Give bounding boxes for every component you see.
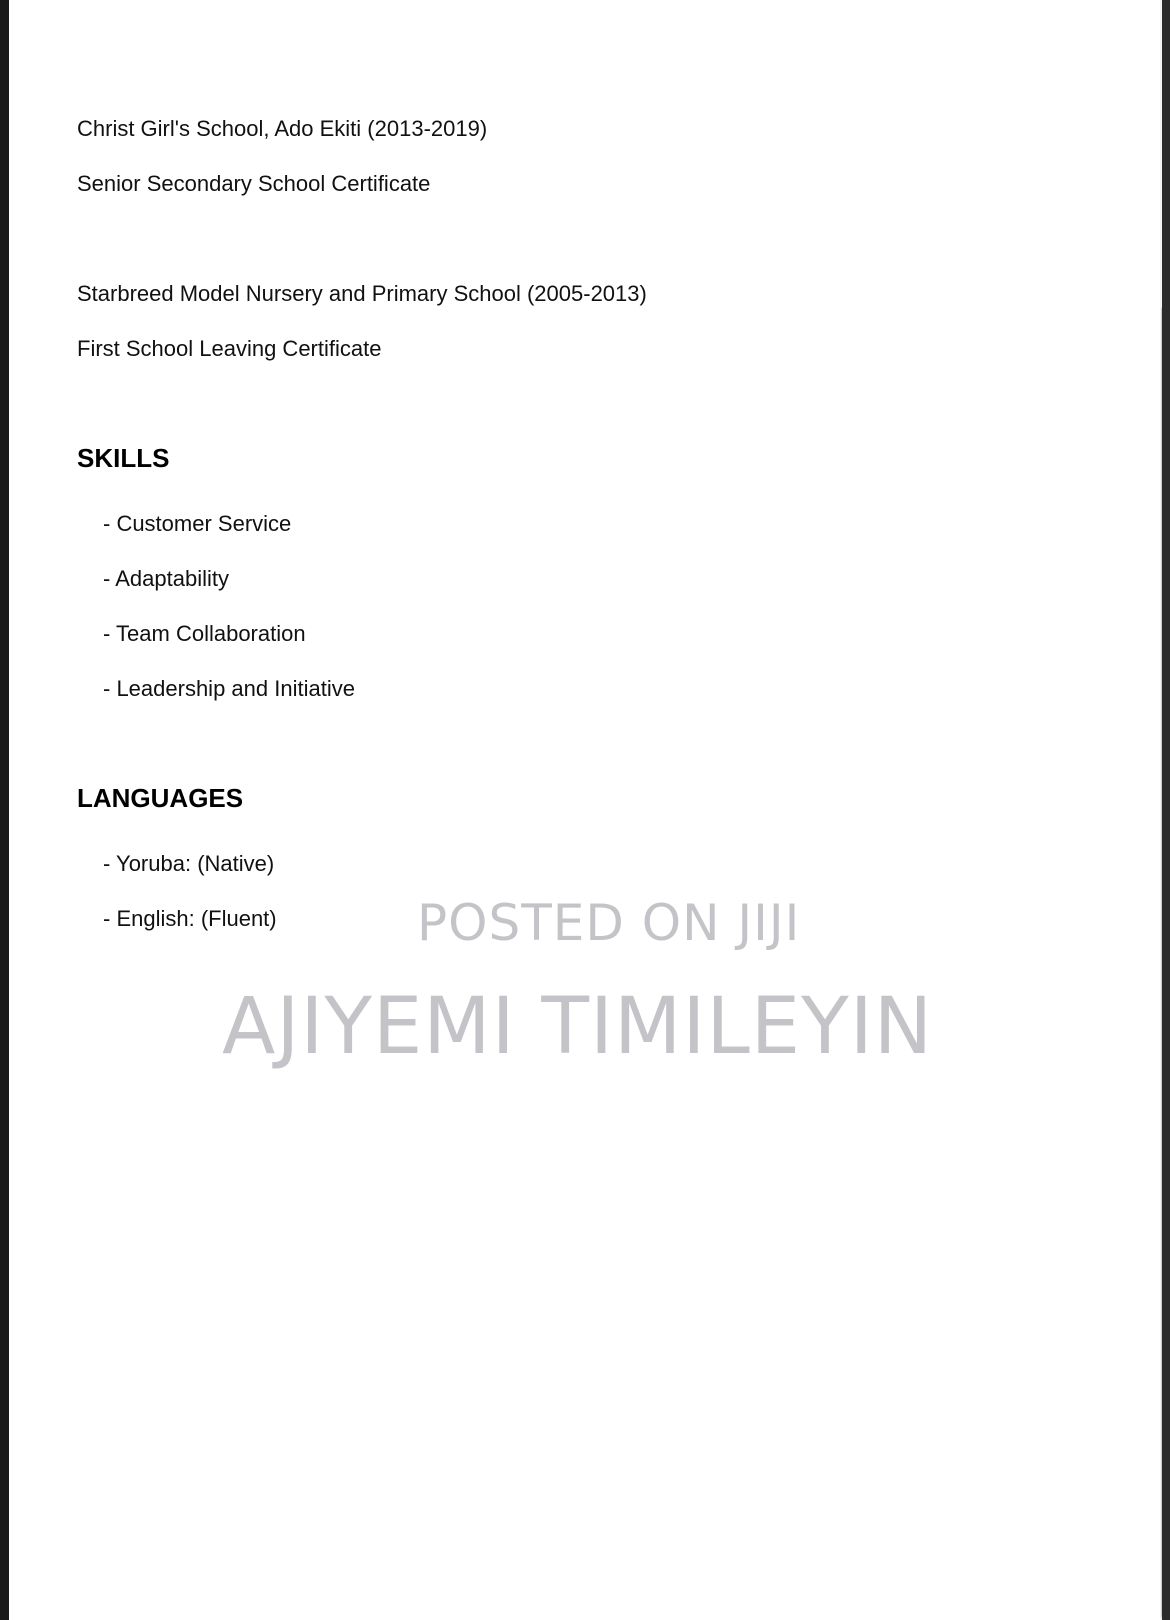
education-certificate-2: First School Leaving Certificate <box>77 336 382 361</box>
watermark-posted-on: POSTED ON JIJI <box>417 894 801 952</box>
education-school-2: Starbreed Model Nursery and Primary School (2005-2013) <box>77 281 647 306</box>
education-school-1: Christ Girl's School, Ado Ekiti (2013-2019) <box>77 116 488 141</box>
window-edge <box>1162 0 1170 1620</box>
watermark-name: AJIYEMI TIMILEYIN <box>222 982 934 1072</box>
skills-heading: SKILLS <box>77 443 170 473</box>
skills-list <box>103 513 355 733</box>
education-certificate-1: Senior Secondary School Certificate <box>77 171 431 196</box>
skill-item: - Leadership and Initiative <box>103 676 355 701</box>
skill-item: - Team Collaboration <box>103 621 306 646</box>
language-item: - English: (Fluent) <box>103 906 277 931</box>
document-page <box>9 0 1162 1620</box>
skill-item: - Customer Service <box>103 511 292 536</box>
languages-heading: LANGUAGES <box>77 783 244 813</box>
skill-item: - Adaptability <box>103 566 229 591</box>
languages-list <box>103 853 277 963</box>
language-item: - Yoruba: (Native) <box>103 851 275 876</box>
